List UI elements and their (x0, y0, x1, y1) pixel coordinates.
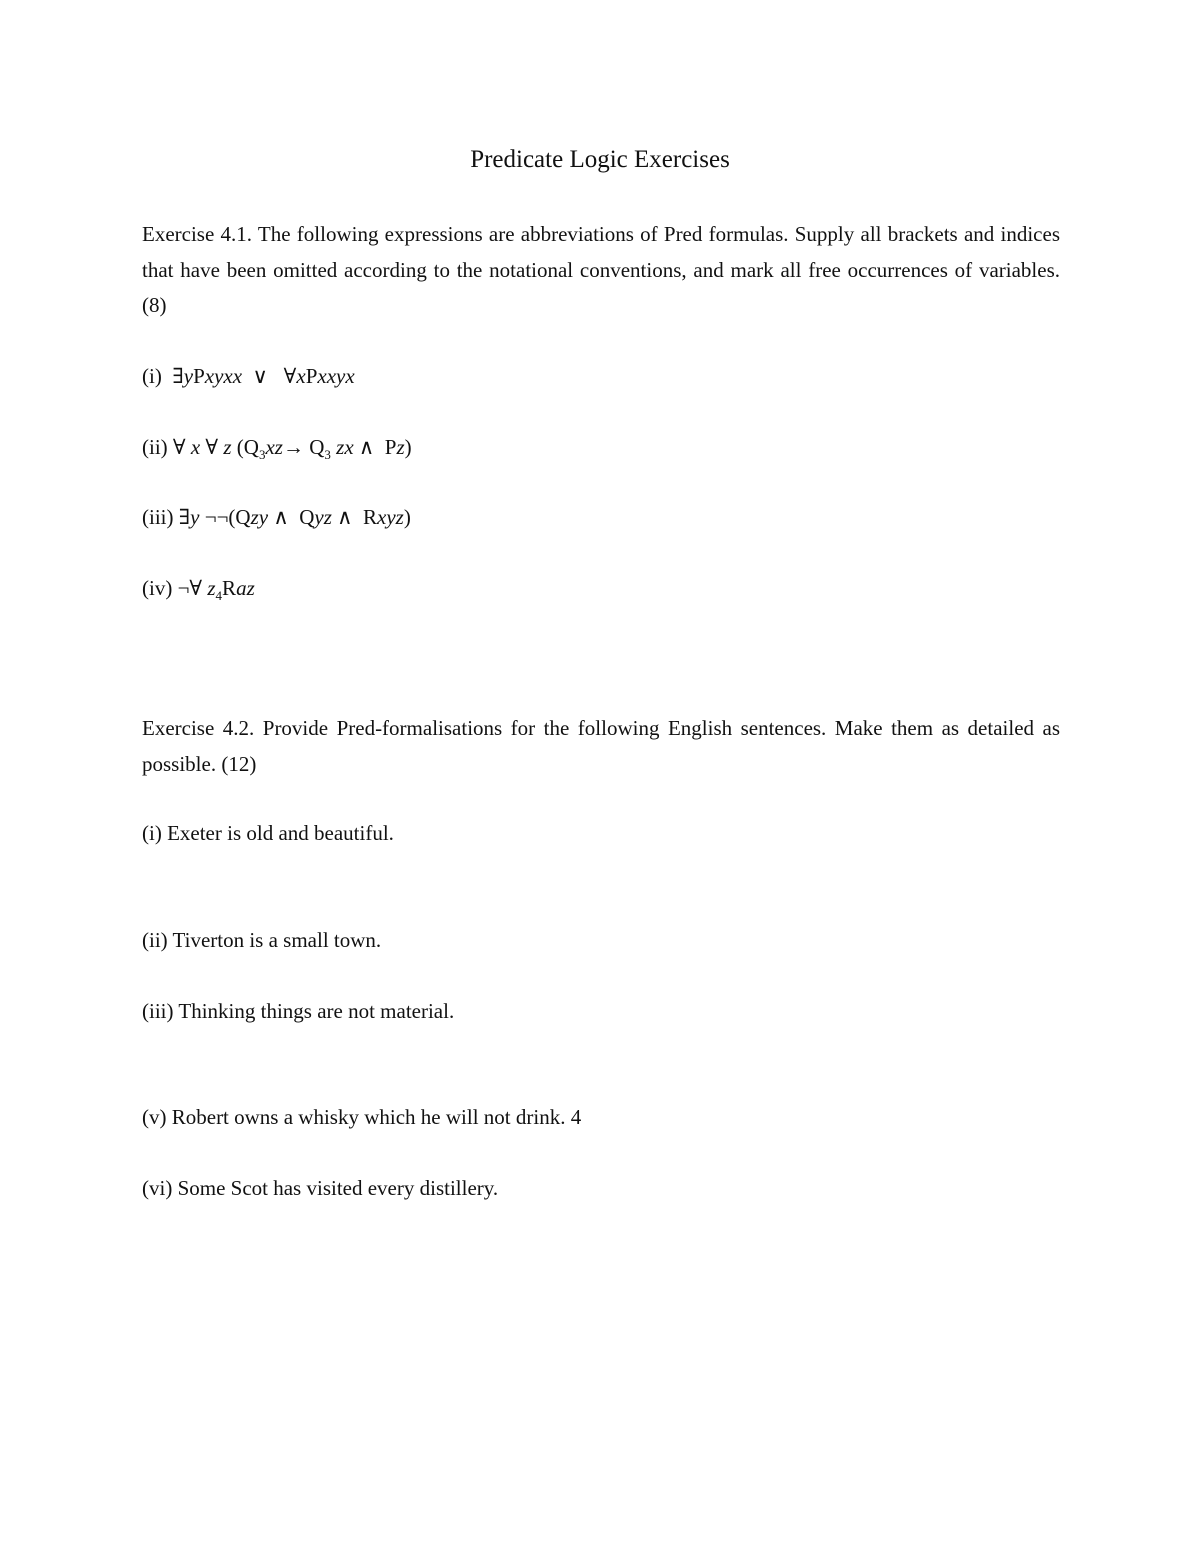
predicate: Q (309, 435, 325, 459)
arguments: zy (250, 505, 269, 529)
variable: z (223, 435, 232, 459)
variable: x (296, 364, 306, 388)
predicate-index: 3 (324, 447, 331, 463)
close-bracket: ) (403, 505, 411, 529)
arguments: az (236, 576, 255, 600)
sentence-iii: (iii) Thinking things are not material. (142, 999, 455, 1023)
predicate: R (363, 505, 378, 529)
or-symbol: ∨ (252, 364, 268, 388)
forall-symbol: ∀ (189, 576, 203, 600)
formula-label: (iv) (142, 576, 173, 600)
forall-symbol: ∀ (172, 435, 186, 459)
sentence-vi: (vi) Some Scot has visited every distillery. (142, 1176, 499, 1200)
predicate: Q (235, 505, 251, 529)
variable: x (190, 435, 201, 459)
variable: z (207, 576, 216, 600)
predicate: P (193, 364, 205, 388)
variable: y (190, 505, 200, 529)
variable: y (183, 364, 194, 388)
formula-i (142, 360, 355, 392)
negation-symbols: ¬¬( (204, 505, 236, 529)
exists-symbol: ∃ (178, 505, 191, 529)
arguments: xyxx (204, 364, 243, 388)
predicate: R (222, 576, 237, 600)
sentence-v: (v) Robert owns a whisky which he will not drink. 4 (142, 1105, 582, 1129)
predicate: P (305, 364, 318, 388)
formula-iv (142, 572, 255, 604)
close-bracket: ) (404, 435, 412, 459)
and-symbol: ∧ (273, 505, 289, 529)
forall-symbol: ∀ (205, 435, 219, 459)
formula-iii (142, 501, 411, 533)
variable-index: 4 (215, 588, 223, 604)
arguments: xz (265, 435, 283, 459)
predicate: P (384, 435, 397, 459)
arguments: zx (336, 435, 354, 459)
arguments: z (396, 435, 405, 459)
sentence-ii: (ii) Tiverton is a small town. (142, 928, 382, 952)
open-bracket: ( (236, 435, 244, 459)
exercise-4-2-instructions: Exercise 4.2. Provide Pred-formalisations for the following English sentences. Make them as detailed as possible. (12) (142, 716, 1060, 776)
page-title: Predicate Logic Exercises (470, 146, 730, 173)
predicate: Q (299, 505, 315, 529)
arguments: xyz (377, 505, 404, 529)
formula-label: (i) (142, 364, 162, 388)
predicate-index: 3 (258, 447, 266, 463)
and-symbol: ∧ (358, 435, 375, 459)
formula-ii (142, 431, 412, 463)
exists-symbol: ∃ (172, 364, 184, 388)
forall-symbol: ∀ (283, 364, 297, 388)
and-symbol: ∧ (337, 505, 353, 529)
formula-label: (ii) (142, 435, 168, 459)
arrow-symbol: → (282, 435, 304, 459)
formula-label: (iii) (142, 505, 174, 529)
sentence-i: (i) Exeter is old and beautiful. (142, 821, 394, 845)
arguments: xxyx (317, 364, 355, 388)
arguments: yz (314, 505, 332, 529)
predicate: Q (243, 435, 259, 459)
negation-symbol: ¬ (177, 576, 190, 600)
exercise-4-1-instructions: Exercise 4.1. The following expressions are abbreviations of Pred formulas. Supply all brackets and indices that have been omitted according to the notational conventions, and mark all free occurrences of variables. (8) (142, 222, 1060, 317)
